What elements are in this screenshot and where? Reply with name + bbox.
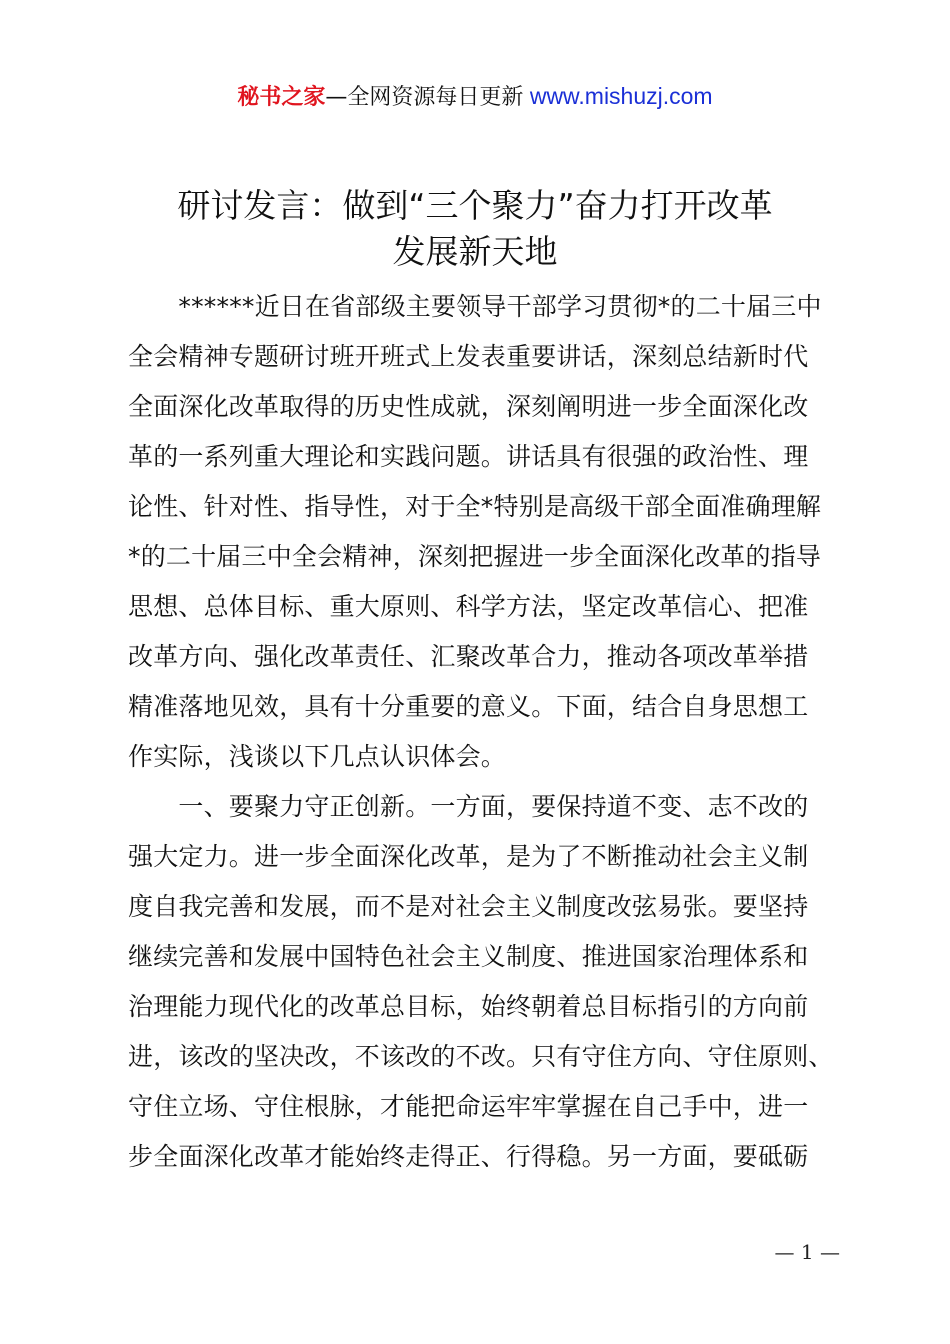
body-line: 改革方向、强化改革责任、汇聚改革合力，推动各项改革举措 [128,642,809,671]
body-line: 步全面深化改革才能始终走得正、行得稳。另一方面，要砥砺 [128,1142,809,1171]
body-line: 精准落地见效，具有十分重要的意义。下面，结合自身思想工 [128,692,809,721]
body-line: 作实际，浅谈以下几点认识体会。 [128,742,507,771]
body-line: 强大定力。进一步全面深化改革，是为了不断推动社会主义制 [128,842,809,871]
document-title-line-2: 发展新天地 [392,232,558,271]
document-body [128,282,840,1182]
site-tagline: —全网资源每日更新 [325,85,524,110]
body-line: 度自我完善和发展，而不是对社会主义制度改弦易张。要坚持 [128,892,809,921]
body-line: 思想、总体目标、重大原则、科学方法，坚定改革信心、把准 [128,592,809,621]
body-line: 继续完善和发展中国特色社会主义制度、推进国家治理体系和 [128,942,809,971]
site-url-link[interactable]: www.mishuzj.com [523,83,713,109]
body-line: *的二十届三中全会精神，深刻把握进一步全面深化改革的指导 [128,542,822,571]
site-brand: 秘书之家 [237,85,326,110]
body-line: 革的一系列重大理论和实践问题。讲话具有很强的政治性、理 [128,442,809,471]
page-number: — 1 — [774,1240,840,1264]
body-line: 论性、针对性、指导性，对于全*特别是高级干部全面准确理解 [128,492,822,521]
body-line: ******近日在省部级主要领导干部学习贯彻*的二十届三中 [128,292,822,321]
body-line: 进，该改的坚决改，不该改的不改。只有守住方向、守住原则、 [128,1042,834,1071]
site-header [0,80,950,114]
body-line: 一、要聚力守正创新。一方面，要保持道不变、志不改的 [128,792,809,821]
body-line: 治理能力现代化的改革总目标，始终朝着总目标指引的方向前 [128,992,809,1021]
body-line: 全面深化改革取得的历史性成就，深刻阐明进一步全面深化改 [128,392,809,421]
body-line: 守住立场、守住根脉，才能把命运牢牢掌握在自己手中，进一 [128,1092,809,1121]
document-title-line-1: 研讨发言：做到“三个聚力”奋力打开改革 [177,186,773,225]
document-title [0,183,950,275]
body-line: 全会精神专题研讨班开班式上发表重要讲话，深刻总结新时代 [128,342,809,371]
